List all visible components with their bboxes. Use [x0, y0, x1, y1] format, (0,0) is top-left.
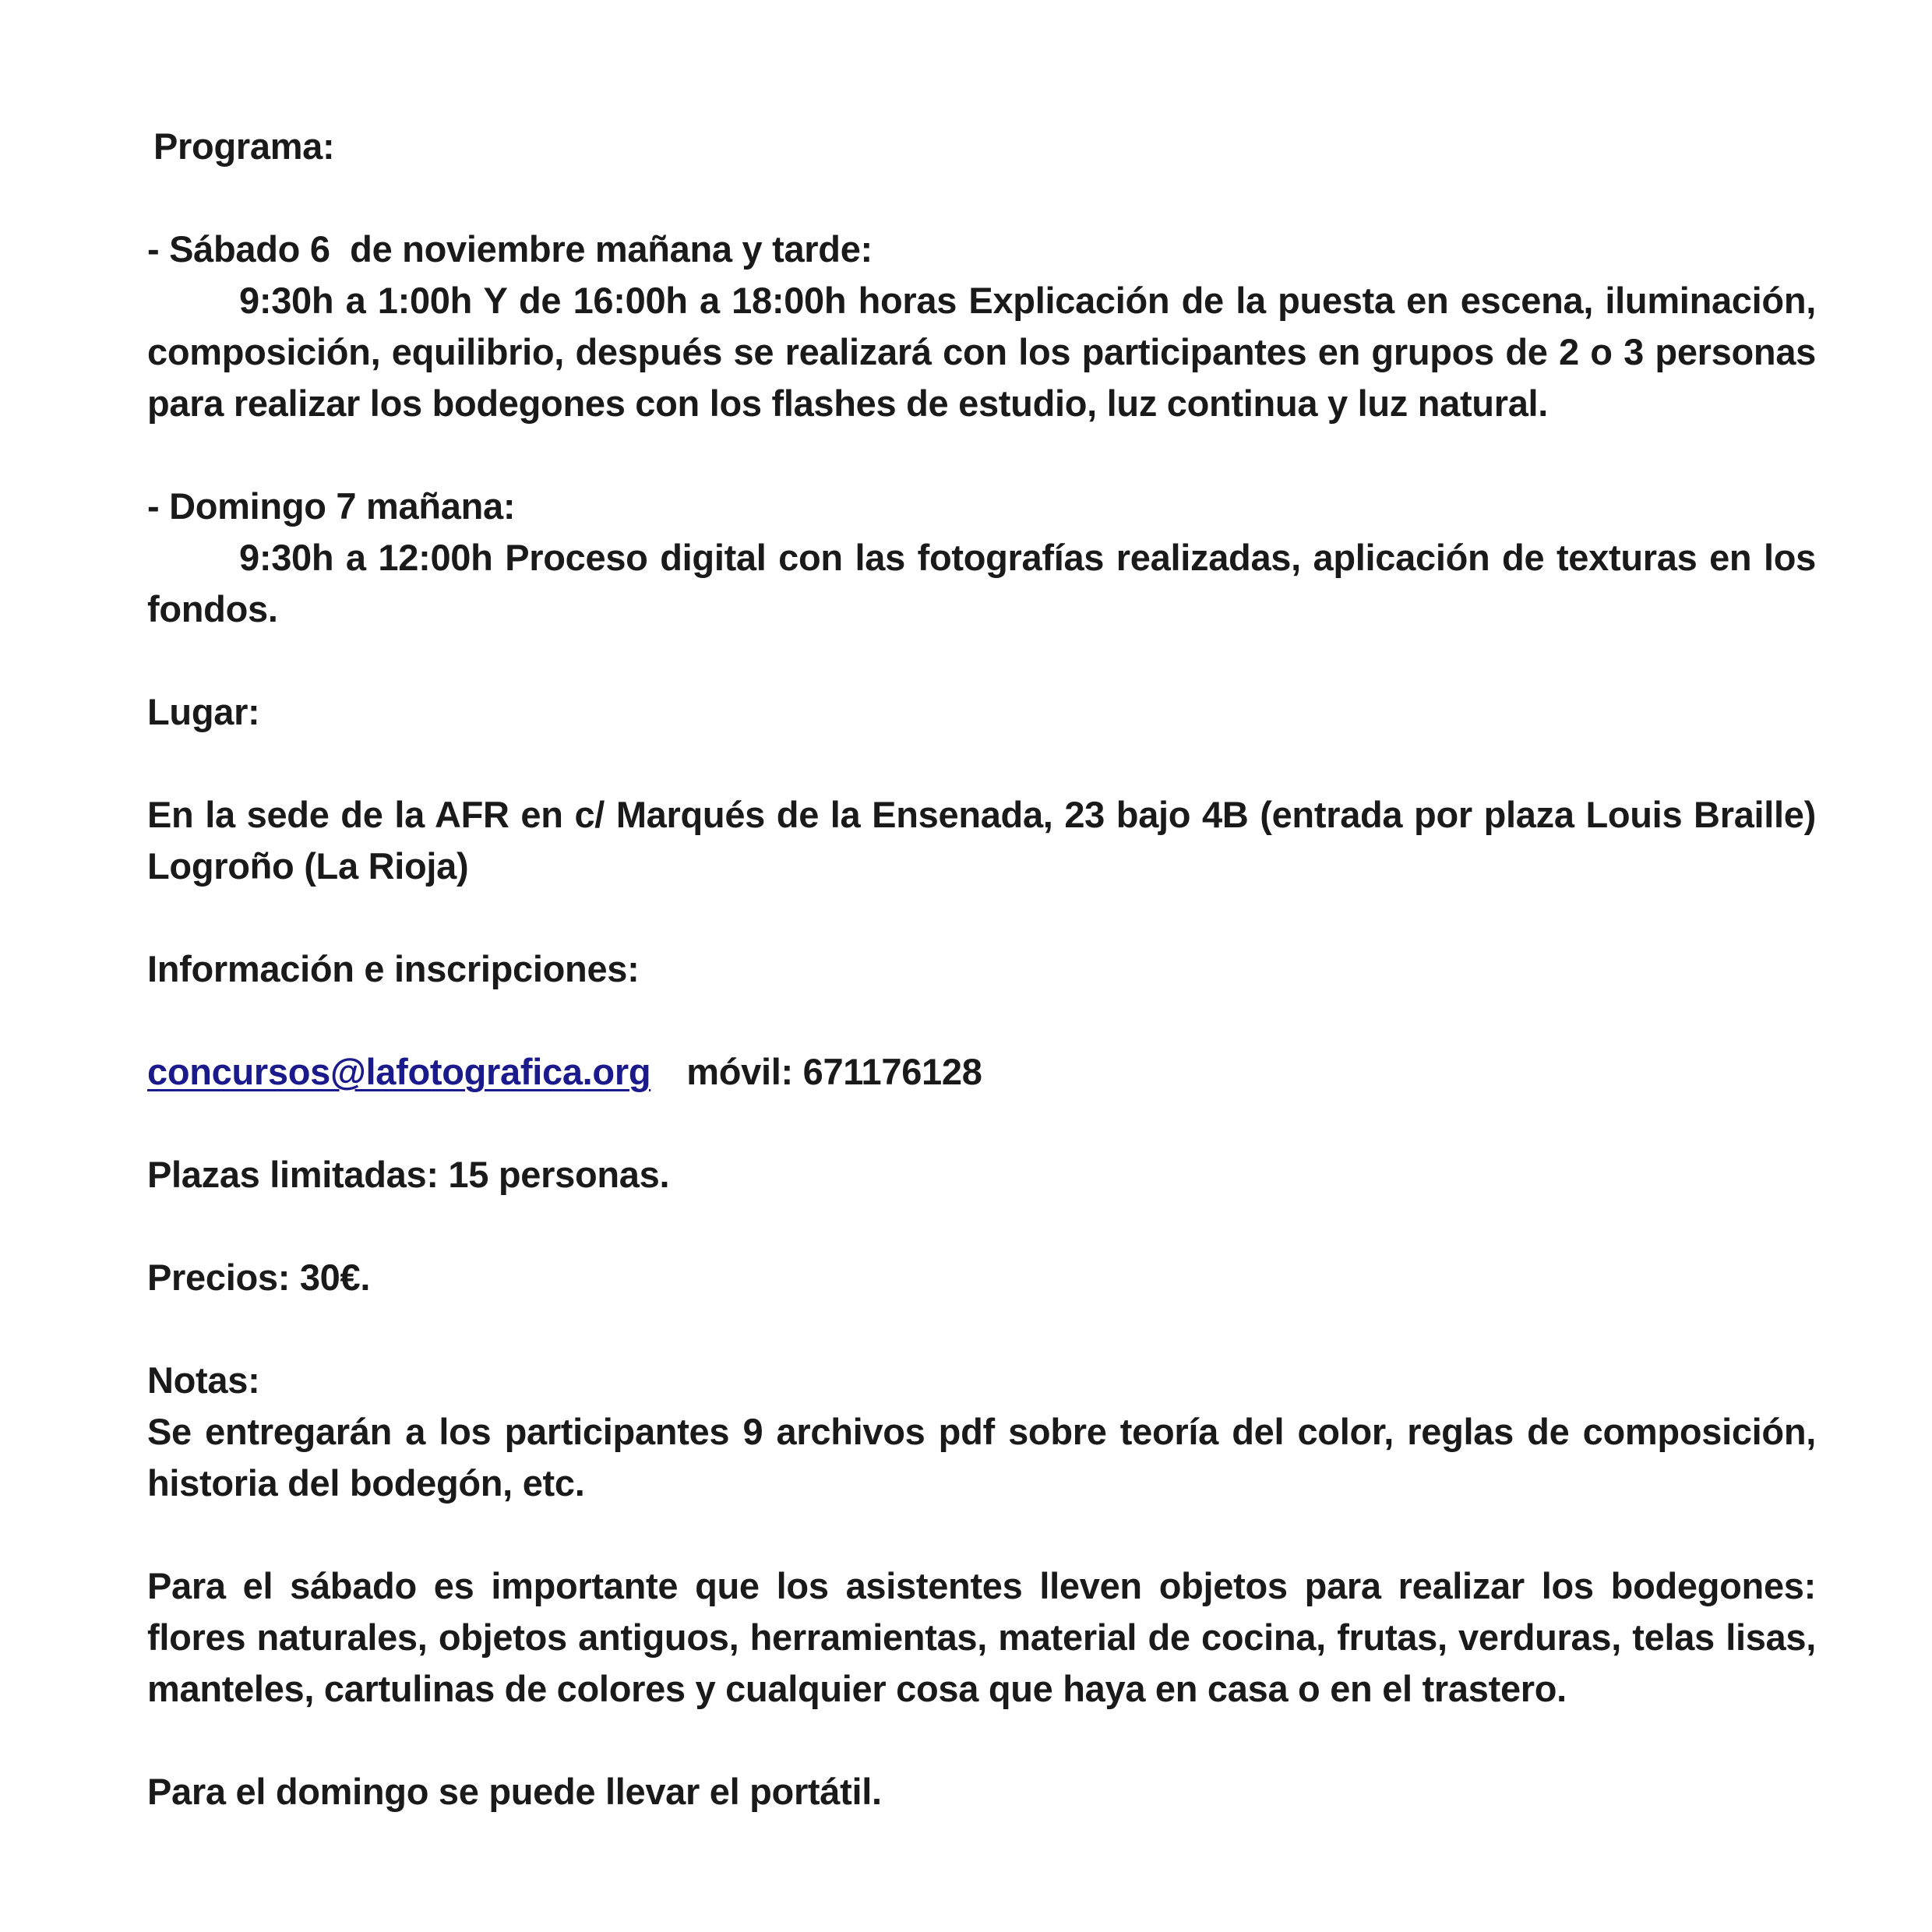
lugar-heading: Lugar: — [147, 691, 260, 732]
sunday-description: 9:30h a 12:00h Proceso digital con las fotografías realizadas, aplicación de texturas en los fondos. — [147, 537, 1816, 629]
saturday-description: 9:30h a 1:00h Y de 16:00h a 18:00h horas Explicación de la puesta en escena, iluminación, composición, equilibrio, después se realizará con los participantes en grupos de 2 o 3 personas para realizar los bodegones con los flashes de estudio, luz continua y luz natural. — [147, 280, 1816, 424]
email-link[interactable]: concursos@lafotografica.org — [147, 1051, 651, 1092]
spacer — [147, 995, 1816, 1046]
lugar-address: En la sede de la AFR en c/ Marqués de la Ensenada, 23 bajo 4B (entrada por plaza Louis Braille) Logroño (La Rioja) — [147, 794, 1816, 887]
spacer — [147, 738, 1816, 789]
spacer — [147, 1200, 1816, 1252]
notas-sunday-items: Para el domingo se puede llevar el portátil. — [147, 1771, 882, 1812]
spacer — [147, 172, 1816, 224]
programa-heading: Programa: — [153, 125, 335, 167]
sunday-title: - Domingo 7 mañana: — [147, 485, 516, 527]
saturday-title: - Sábado 6 de noviembre mañana y tarde: — [147, 228, 873, 270]
spacer — [147, 1715, 1816, 1766]
spacer — [147, 892, 1816, 943]
spacer — [147, 1303, 1816, 1355]
notas-saturday-items: Para el sábado es importante que los asistentes lleven objetos para realizar los bodegones: flores naturales, objetos antiguos, herramientas, material de cocina, frutas, verduras, telas lisas, manteles, cartulinas de colores y cualquier cosa que haya en casa o en el trastero. — [147, 1565, 1816, 1709]
notas-files: Se entregarán a los participantes 9 archivos pdf sobre teoría del color, reglas de composición, historia del bodegón, etc. — [147, 1411, 1816, 1504]
plazas-text: Plazas limitadas: 15 personas. — [147, 1154, 670, 1195]
notas-heading: Notas: — [147, 1359, 260, 1401]
document-page — [147, 121, 1816, 1817]
contact-row — [147, 1046, 1816, 1098]
spacer — [147, 635, 1816, 686]
informacion-heading: Información e inscripciones: — [147, 948, 640, 989]
spacer — [147, 1098, 1816, 1149]
mobile-number: móvil: 671176128 — [686, 1051, 982, 1092]
spacer — [147, 1509, 1816, 1560]
precios-text: Precios: 30€. — [147, 1257, 371, 1298]
spacer — [147, 429, 1816, 481]
